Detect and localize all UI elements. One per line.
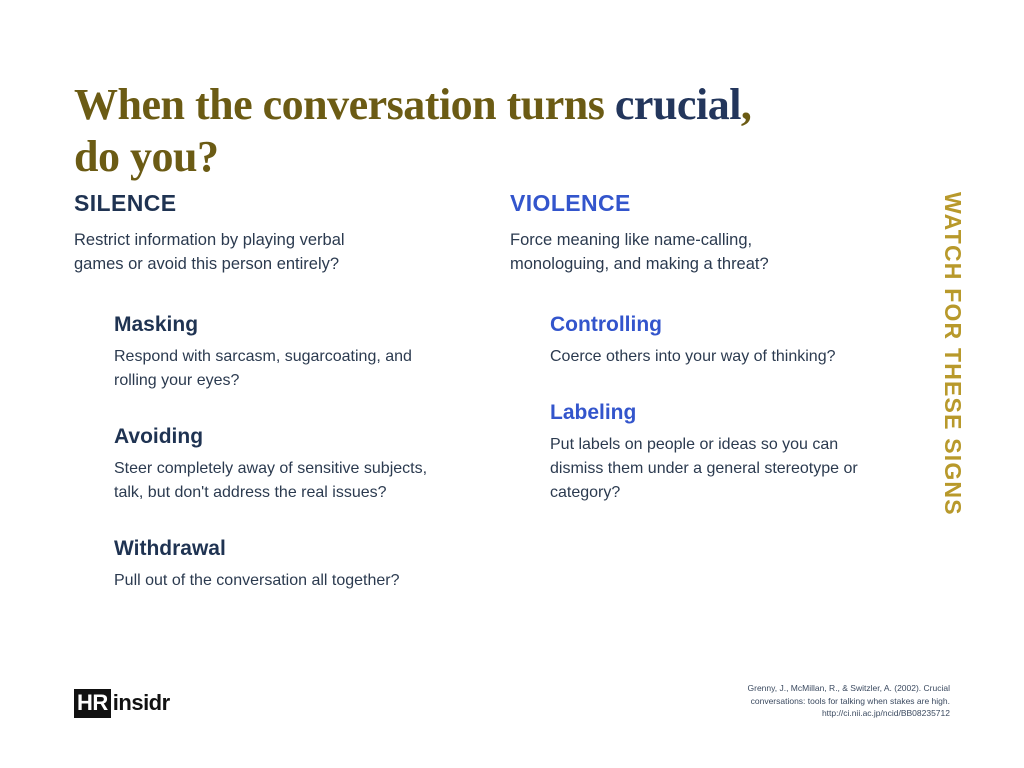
subsection-controlling xyxy=(510,313,910,369)
subsection-body-avoiding: Steer completely away of sensitive subjects, talk, but don't address the real issues? xyxy=(114,459,428,501)
subsection-title-avoiding: Avoiding xyxy=(114,424,204,448)
subsection-title-withdrawal: Withdrawal xyxy=(114,536,226,560)
logo-hr-mark: HR xyxy=(74,689,111,718)
subsection-avoiding xyxy=(74,425,474,505)
subsection-body-controlling: Coerce others into your way of thinking? xyxy=(550,347,836,365)
title-text-part1: When the conversation turns xyxy=(74,80,615,130)
citation-line-3: http://ci.nii.ac.jp/ncid/BB08235712 xyxy=(821,708,950,719)
page-title xyxy=(74,79,864,181)
logo-insidr-text: insidr xyxy=(112,690,170,715)
logo-hrinsidr xyxy=(74,689,170,718)
subsection-labeling xyxy=(510,401,910,505)
title-accent-word: crucial xyxy=(614,80,741,130)
column-intro-silence: Restrict information by playing verbal games or avoid this person entirely? xyxy=(74,231,345,273)
subsection-body-withdrawal: Pull out of the conversation all together? xyxy=(114,571,400,589)
citation-block xyxy=(650,682,950,720)
subsection-withdrawal xyxy=(74,537,474,593)
column-heading-silence: SILENCE xyxy=(74,190,177,216)
column-violence xyxy=(510,190,910,505)
subsection-body-masking: Respond with sarcasm, sugarcoating, and rolling your eyes? xyxy=(114,347,412,389)
subsection-title-masking: Masking xyxy=(114,312,199,336)
citation-line-2: conversations: tools for talking when stakes are high. xyxy=(750,695,950,706)
column-silence xyxy=(74,190,474,593)
subsection-title-controlling: Controlling xyxy=(550,312,662,336)
subsection-masking xyxy=(74,313,474,393)
citation-line-1: Grenny, J., McMillan, R., & Switzler, A. (2002). Crucial xyxy=(747,682,950,693)
subsection-body-labeling: Put labels on people or ideas so you can dismiss them under a general stereotype or category? xyxy=(550,435,858,501)
column-heading-violence: VIOLENCE xyxy=(510,190,631,216)
subsection-title-labeling: Labeling xyxy=(550,400,637,424)
title-text-part2: , xyxy=(740,80,752,130)
column-intro-violence: Force meaning like name-calling, monologuing, and making a threat? xyxy=(510,231,769,273)
vertical-banner-text: WATCH FOR THESE SIGNS xyxy=(940,192,966,516)
title-line-two: do you? xyxy=(74,131,219,181)
